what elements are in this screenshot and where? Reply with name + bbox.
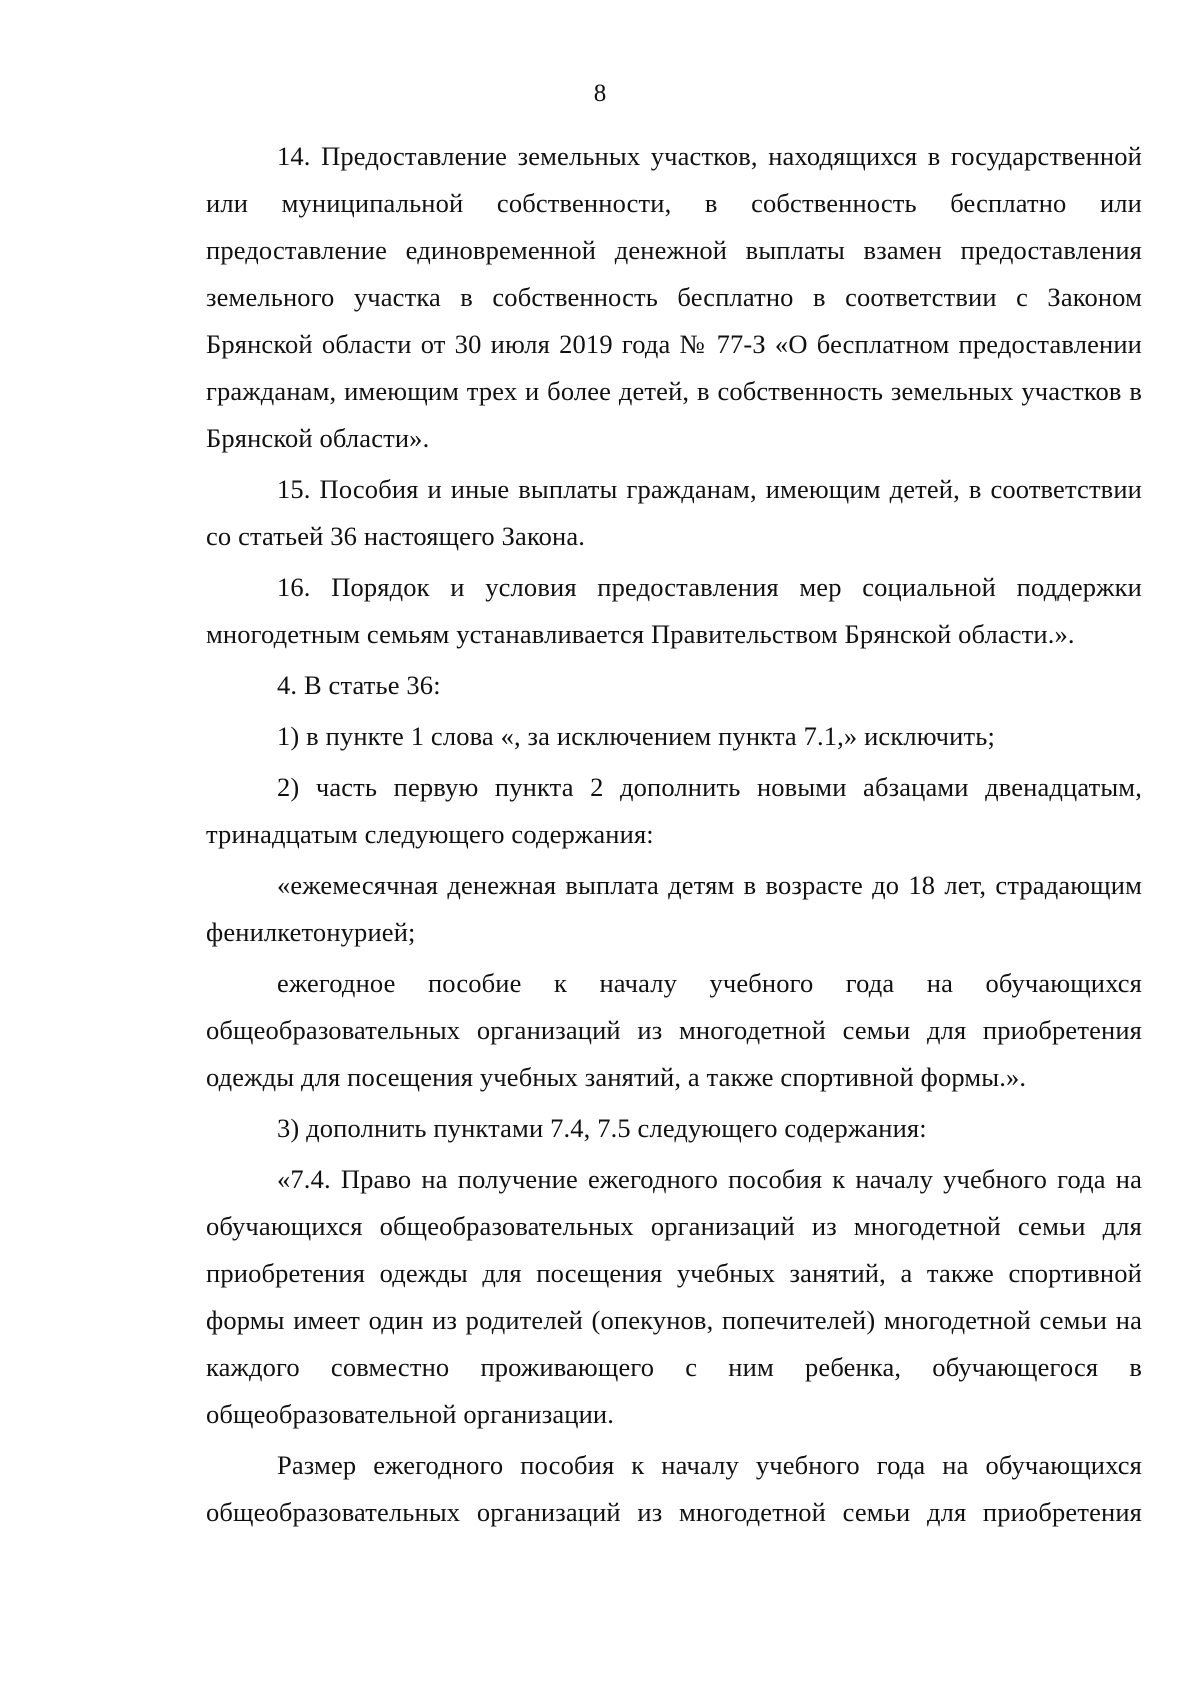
- page-number: 8: [593, 80, 607, 107]
- paragraph-amendment-3: 3) дополнить пунктами 7.4, 7.5 следующего содержания:: [277, 1113, 927, 1143]
- paragraph-item-14: 14. Предоставление земельных участков, находящихся в государственной или муниципальной собственности, в собственность бесплатно или предоставление единовременной денежной выплаты взамен предоставления земельного участка в собственность бесплатно в соответствии с Законом Брянской области от 30 июля 2019 года № 77-З «О бесплатном предоставлении гражданам, имеющим трех и более детей, в собственность земельных участков в Брянской области».: [206, 141, 1142, 453]
- paragraph-item-15: 15. Пособия и иные выплаты гражданам, имеющим детей, в соответствии со статьей 36 настоящего Закона.: [206, 474, 1142, 551]
- paragraph-amendment-2: 2) часть первую пункта 2 дополнить новыми абзацами двенадцатым, тринадцатым следующего содержания:: [206, 772, 1142, 849]
- paragraph-item-16: 16. Порядок и условия предоставления мер социальной поддержки многодетным семьям устанавливается Правительством Брянской области.».: [206, 572, 1142, 649]
- paragraph-article-36-heading: 4. В статье 36:: [277, 670, 441, 700]
- paragraph-quote-annual-allowance: ежегодное пособие к началу учебного года на обучающихся общеобразовательных организаций из многодетной семьи для приобретения одежды для посещения учебных занятий, а также спортивной формы.».: [206, 968, 1142, 1092]
- paragraph-allowance-amount: Размер ежегодного пособия к началу учебного года на обучающихся общеобразовательных организаций из многодетной семьи для приобретения: [206, 1450, 1142, 1527]
- paragraph-amendment-1: 1) в пункте 1 слова «, за исключением пункта 7.1,» исключить;: [277, 721, 995, 751]
- paragraph-quote-monthly-payment: «ежемесячная денежная выплата детям в возрасте до 18 лет, страдающим фенилкетонурией;: [206, 870, 1142, 947]
- document-body: [206, 133, 1142, 1540]
- paragraph-item-7-4: «7.4. Право на получение ежегодного пособия к началу учебного года на обучающихся общеобразовательных организаций из многодетной семьи для приобретения одежды для посещения учебных занятий, а также спортивной формы имеет один из родителей (опекунов, попечителей) многодетной семьи на каждого совместно проживающего с ним ребенка, обучающегося в общеобразовательной организации.: [206, 1164, 1142, 1429]
